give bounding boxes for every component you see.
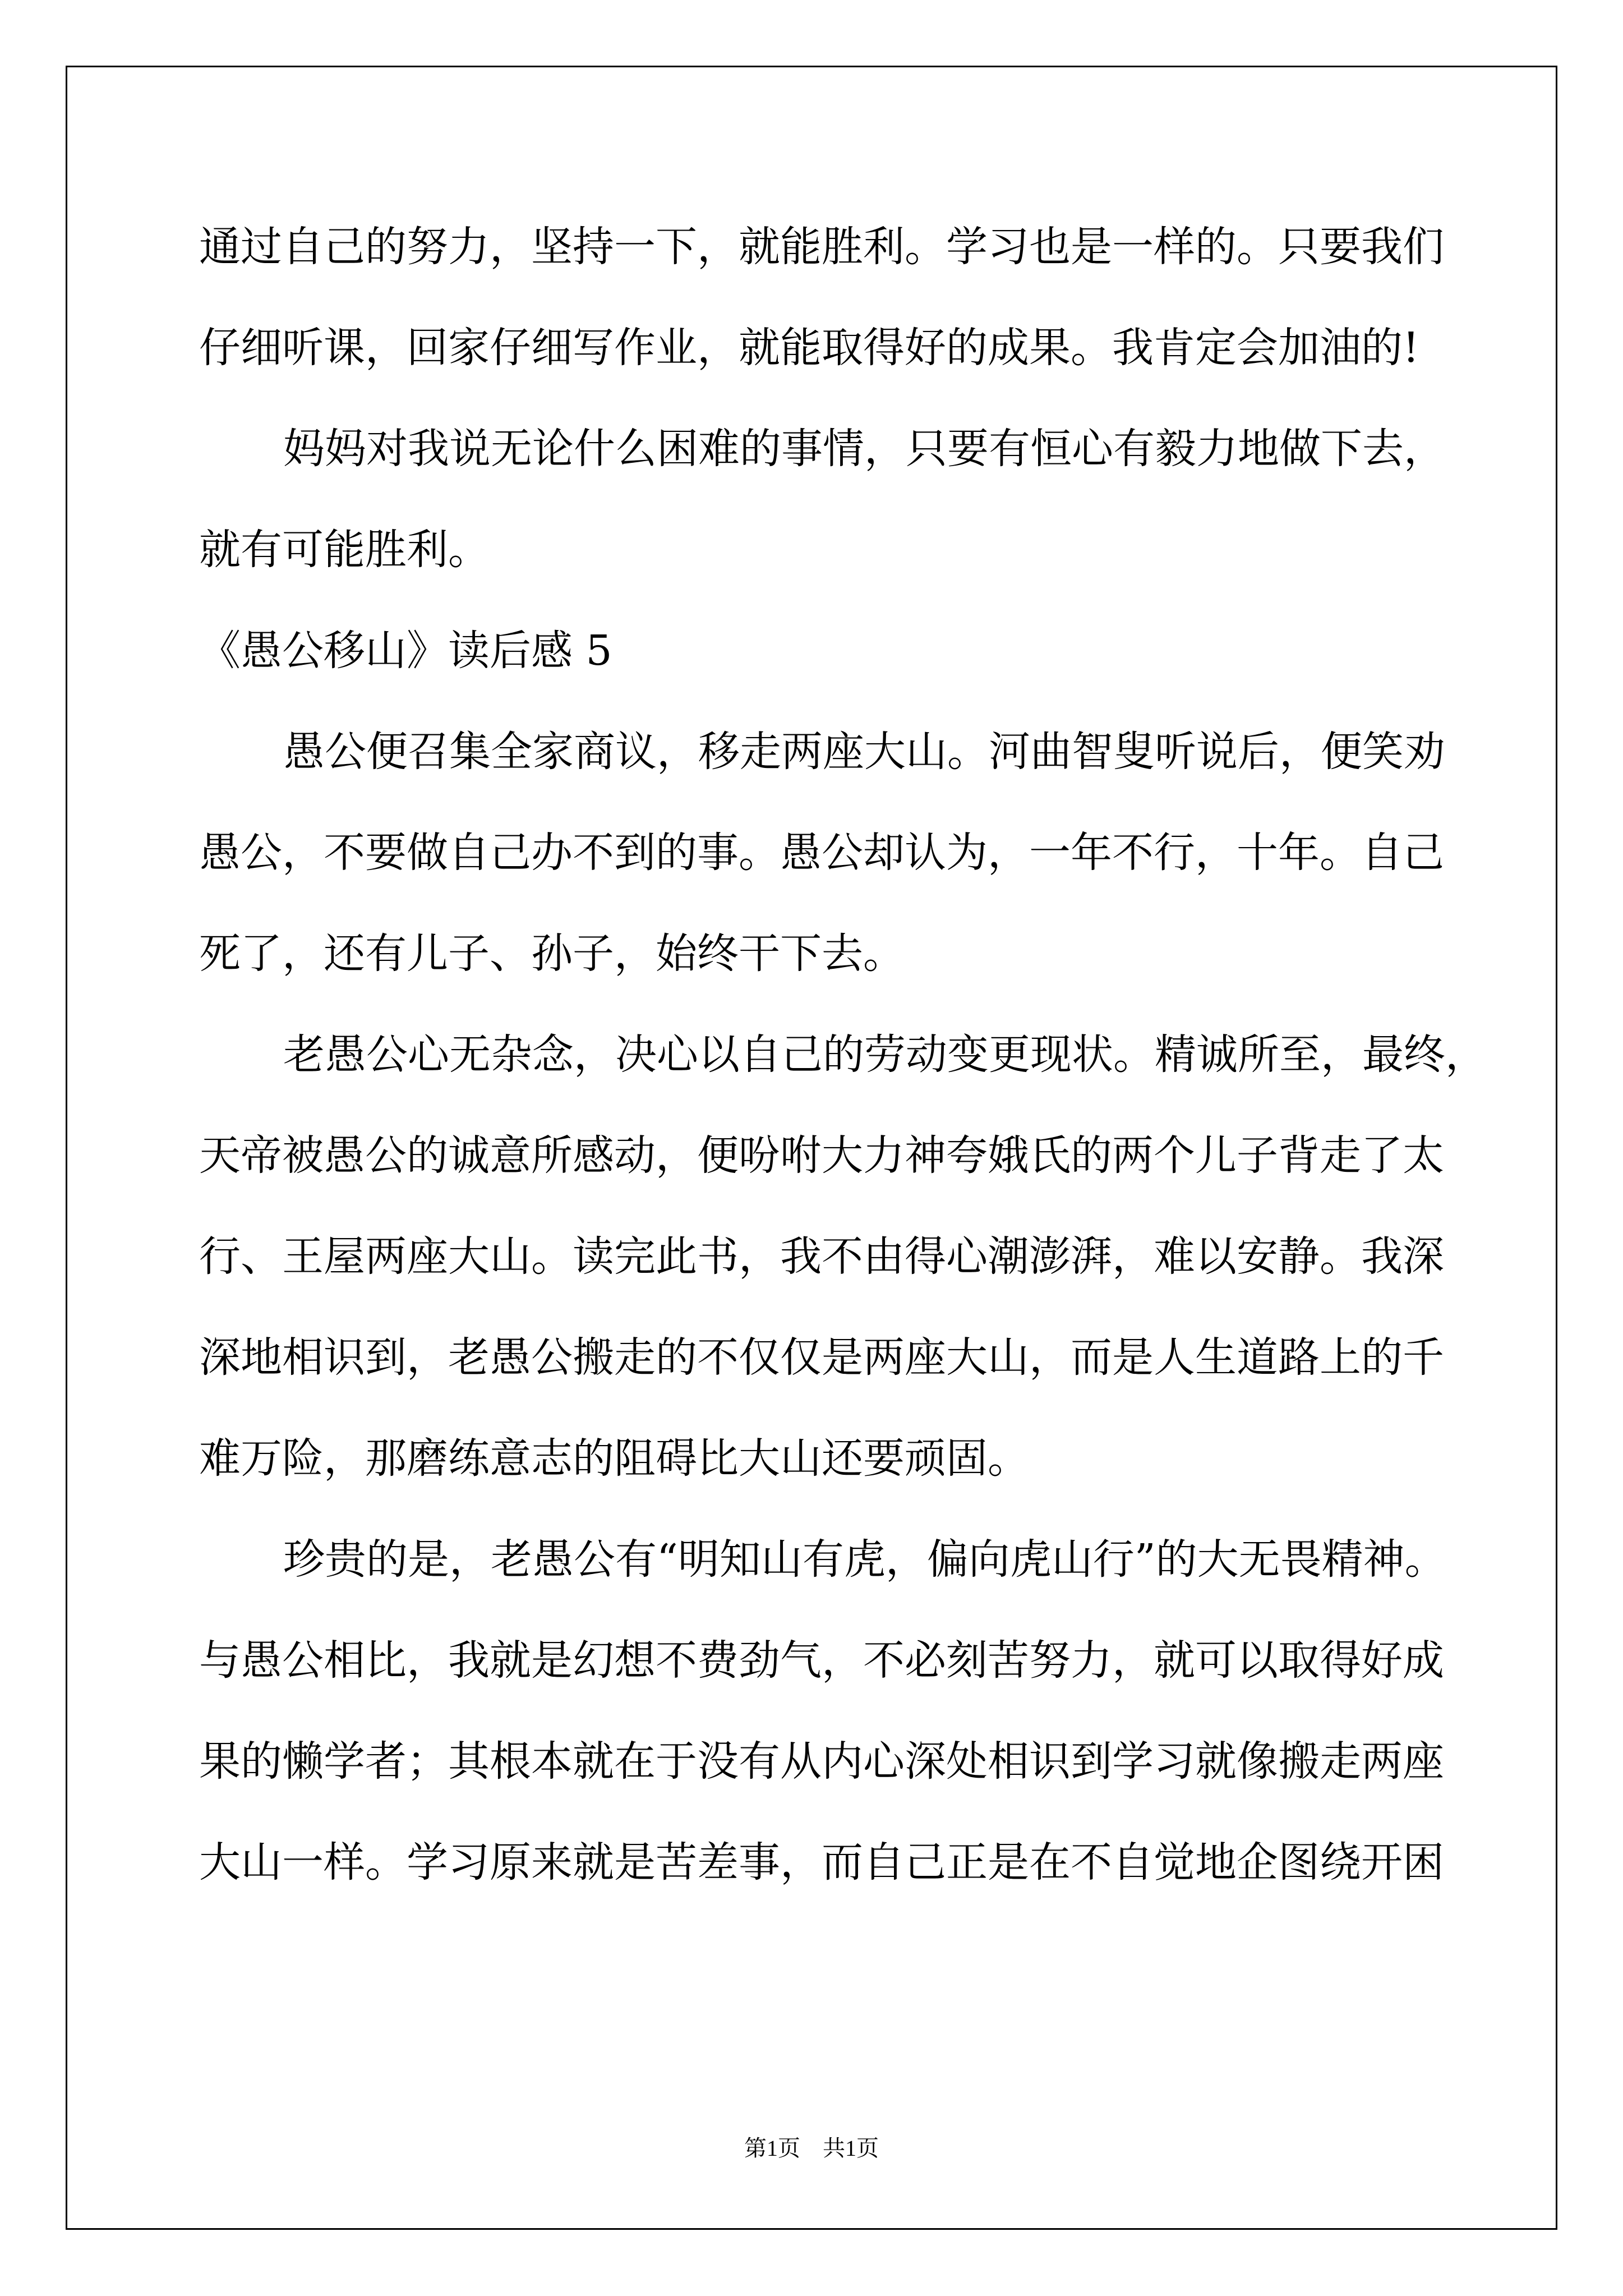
paragraph-line-13: 难万险，那磨练意志的阻碍比大山还要顽固。 [199, 1434, 1029, 1483]
paragraph-line-14: 珍贵的是，老愚公有“明知山有虎，偏向虎山行”的大无畏精神。 [283, 1535, 1446, 1584]
paragraph-line-2: 仔细听课，回家仔细写作业，就能取得好的成果。我肯定会加油的! [199, 324, 1419, 372]
paragraph-line-3: 妈妈对我说无论什么困难的事情，只要有恒心有毅力地做下去， [283, 425, 1445, 473]
paragraph-line-6: 愚公便召集全家商议，移走两座大山。河曲智叟听说后，便笑劝 [283, 728, 1445, 776]
paragraph-line-16: 果的懒学者；其根本就在于没有从内心深处相识到学习就像搬走两座 [199, 1737, 1444, 1786]
paragraph-line-1: 通过自己的努力，坚持一下，就能胜利。学习也是一样的。只要我们 [199, 223, 1444, 271]
section-heading: 《愚公移山》读后感 5 [199, 627, 612, 675]
paragraph-line-9: 老愚公心无杂念，决心以自己的劳动变更现状。精诚所至，最终， [283, 1030, 1487, 1079]
paragraph-line-12: 深地相识到，老愚公搬走的不仅仅是两座大山，而是人生道路上的千 [199, 1333, 1444, 1382]
paragraph-line-4: 就有可能胜利。 [199, 526, 490, 574]
paragraph-line-10: 天帝被愚公的诚意所感动，便吩咐大力神夸娥氏的两个儿子背走了太 [199, 1131, 1444, 1180]
paragraph-line-7: 愚公，不要做自己办不到的事。愚公却认为，一年不行，十年。自己 [199, 829, 1444, 877]
paragraph-line-11: 行、王屋两座大山。读完此书，我不由得心潮澎湃，难以安静。我深 [199, 1232, 1444, 1281]
paragraph-line-17: 大山一样。学习原来就是苦差事，而自己正是在不自觉地企图绕开困 [199, 1838, 1444, 1887]
paragraph-line-15: 与愚公相比，我就是幻想不费劲气，不必刻苦努力，就可以取得好成 [199, 1636, 1444, 1685]
page-number-footer: 第1页 共1页 [744, 2136, 879, 2161]
paragraph-line-8: 死了，还有儿子、孙子，始终干下去。 [199, 930, 905, 978]
